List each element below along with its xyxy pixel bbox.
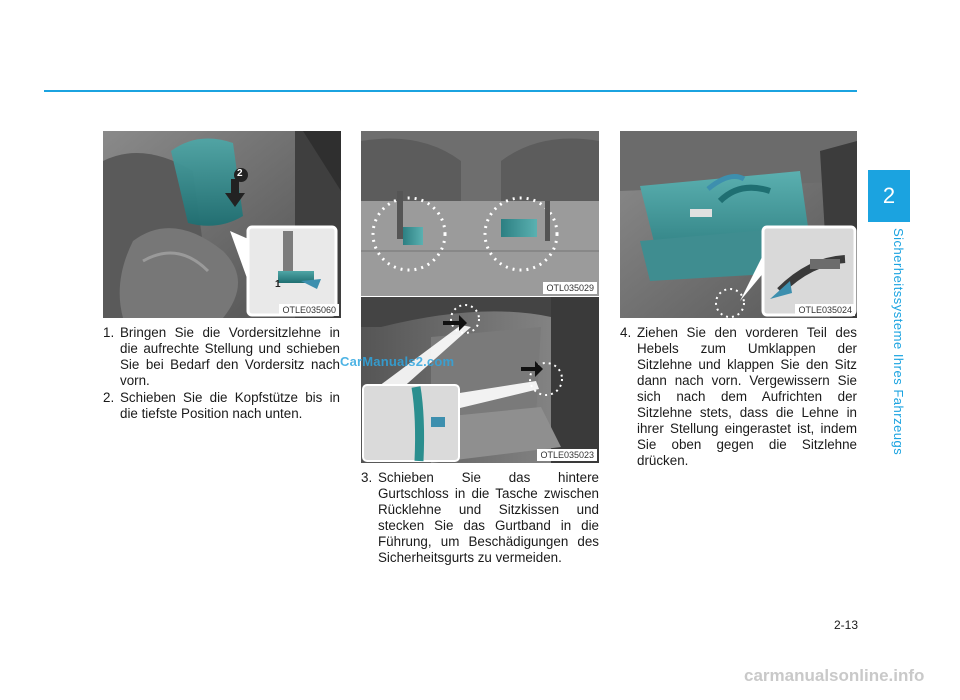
header-rule <box>44 90 857 92</box>
figure-code: OTLE035024 <box>795 304 855 316</box>
headrest-illustration <box>103 131 341 318</box>
figure-code: OTL035029 <box>543 282 597 294</box>
watermark: CarManuals2.com <box>340 354 455 369</box>
footer-url[interactable]: carmanualsonline.info <box>744 666 925 685</box>
buckle-illustration <box>361 131 599 296</box>
step-text: Bringen Sie die Vordersitzlehne in die aufrechte Stellung und schieben Sie bei Bedarf den Vordersitz nach vorn. <box>120 325 340 388</box>
step-number: 2. <box>103 390 115 405</box>
step-text: Schieben Sie die Kopfstütze bis in die tiefste Position nach unten. <box>120 390 340 421</box>
chapter-title: Sicherheitssysteme Ihres Fahrzeugs <box>891 228 906 456</box>
figure-belt-guide <box>361 297 599 463</box>
figure-headrest <box>103 131 341 318</box>
fold-seat-illustration <box>620 131 857 318</box>
step-3 <box>361 470 599 566</box>
figure-buckles <box>361 131 599 296</box>
step-2 <box>103 390 340 422</box>
step-text: Schieben Sie das hintere Gurtschloss in die Tasche zwischen Rücklehne und Sitzkissen und stecken Sie das Gurtband in die Führung, um Beschädigungen des Sicherheitsgurts zu vermeiden. <box>378 470 599 565</box>
callout-1: 1 <box>275 279 281 290</box>
step-number: 1. <box>103 325 115 340</box>
step-1 <box>103 325 340 389</box>
belt-guide-illustration <box>361 297 599 463</box>
step-number: 3. <box>361 470 373 485</box>
step-text: Ziehen Sie den vorderen Teil des Hebels zum Umklappen der Sitzlehne und klappen Sie den Sitz dann nach vorn. Vergewissern Sie sich nach dem Aufrichten der Sitzlehne stets, dass die Lehne in ihrer Stellung eingerastet ist, indem Sie oben gegen die Sitzlehne drücken. <box>637 325 857 468</box>
step-number: 4. <box>620 325 632 340</box>
page-number: 2-13 <box>833 618 858 632</box>
callout-2: 2 <box>237 168 243 179</box>
chapter-number-tab[interactable]: 2 <box>868 170 910 222</box>
figure-code: OTLE035060 <box>279 304 339 316</box>
figure-fold-seat <box>620 131 857 318</box>
step-4 <box>620 325 857 469</box>
figure-code: OTLE035023 <box>537 449 597 461</box>
